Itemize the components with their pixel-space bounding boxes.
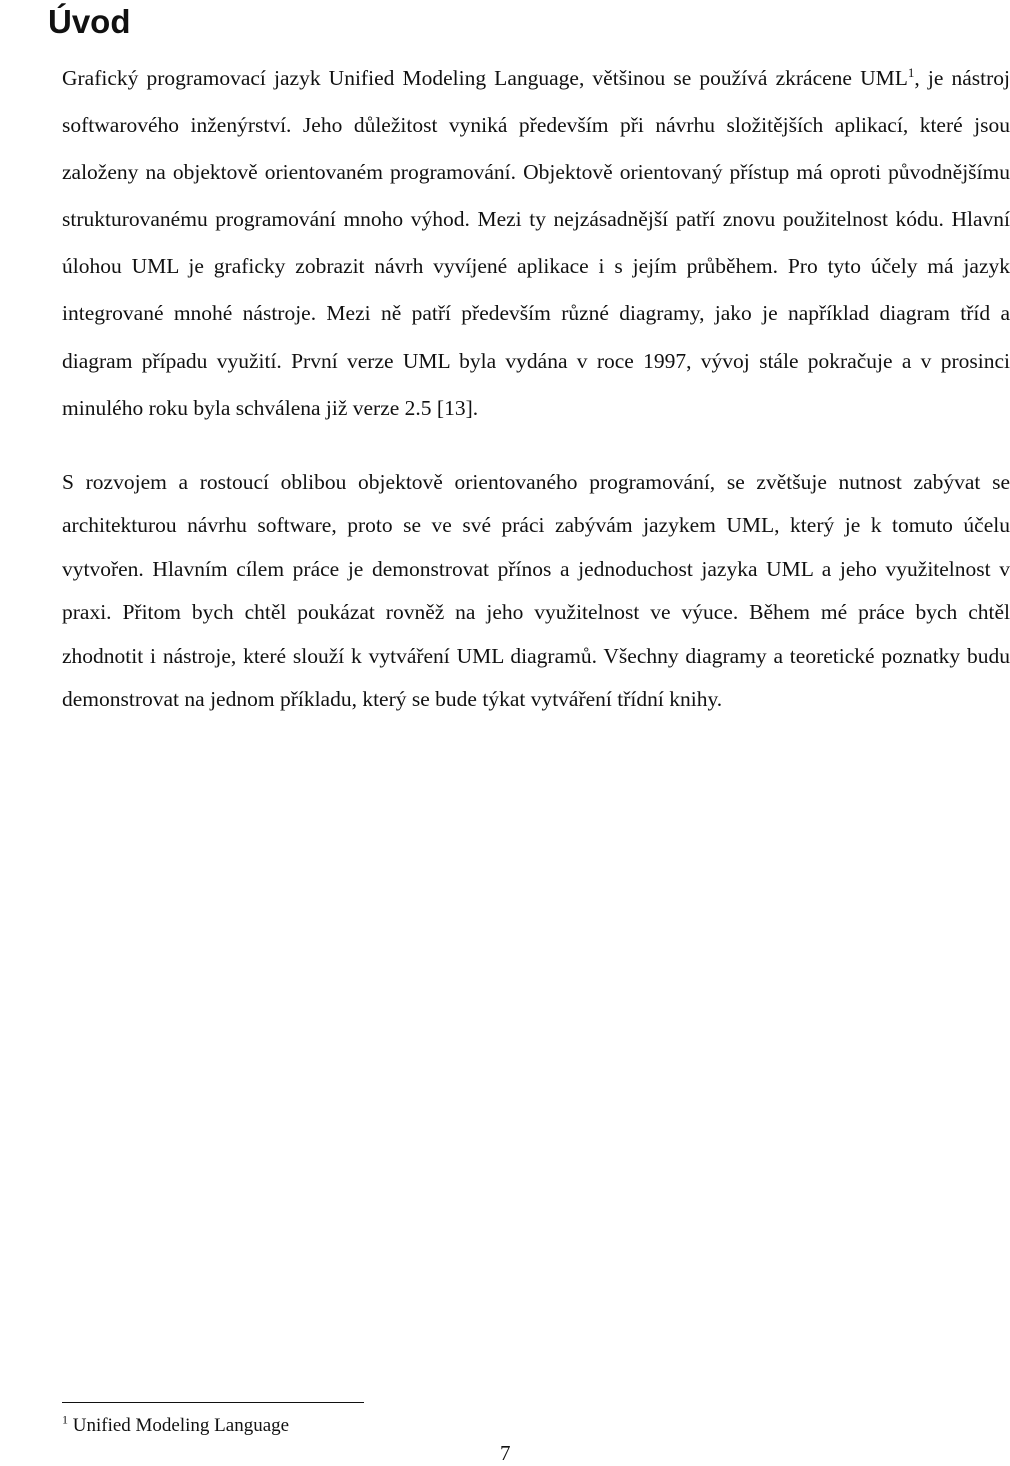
section-title: Úvod xyxy=(48,3,131,40)
paragraph-1-rest: , je nástroj softwarového inženýrství. Jeho důležitost vyniká především při návrhu složitějších aplikací, které jsou založeny na objektově orientovaném programování. Objektově orientovaný přístup má oproti původnějšímu strukturovanému programování mnoho výhod. Mezi ty nejzásadnější patří znovu použitelnost kódu. Hlavní úlohou UML je graficky zobrazit návrh vyvíjené aplikace i s jejím průběhem. Pro tyto účely má jazyk integrované mnohé nástroje. Mezi ně patří především různé diagramy, jako je například diagram tříd a diagram případu využití. První verze UML byla vydána v roce 1997, vývoj stále pokračuje a v prosinci minulého roku byla schválena již verze 2.5 [13]. xyxy=(62,66,1010,420)
page-number: 7 xyxy=(500,1441,511,1465)
paragraph-1-lead: Grafický programovací jazyk Unified Modeling Language, většinou se používá zkrácene UML xyxy=(62,66,908,90)
footnote-number: 1 xyxy=(62,1412,68,1427)
footnote-divider xyxy=(62,1402,364,1403)
footnote xyxy=(62,1413,289,1439)
paragraph-1 xyxy=(6,55,1010,432)
footnote-ref[interactable]: 1 xyxy=(907,64,915,80)
paragraph-2: S rozvojem a rostoucí oblibou objektově orientovaného programování, se zvětšuje nutnost zabývat se architekturou návrhu software, proto se ve své práci zabývám jazykem UML, který je k tomuto účelu vytvořen. Hlavním cílem práce je demonstrovat přínos a jednoduchost jazyka UML a jeho využitelnost v praxi. Přitom bych chtěl poukázat rovněž na jeho využitelnost ve výuce. Během mé práce bych chtěl zhodnotit i nástroje, které slouží k vytváření UML diagramů. Všechny diagramy a teoretické poznatky budu demonstrovat na jednom příkladu, který se bude týkat vytváření třídní knihy. xyxy=(62,470,1010,712)
footnote-text: Unified Modeling Language xyxy=(72,1415,290,1436)
